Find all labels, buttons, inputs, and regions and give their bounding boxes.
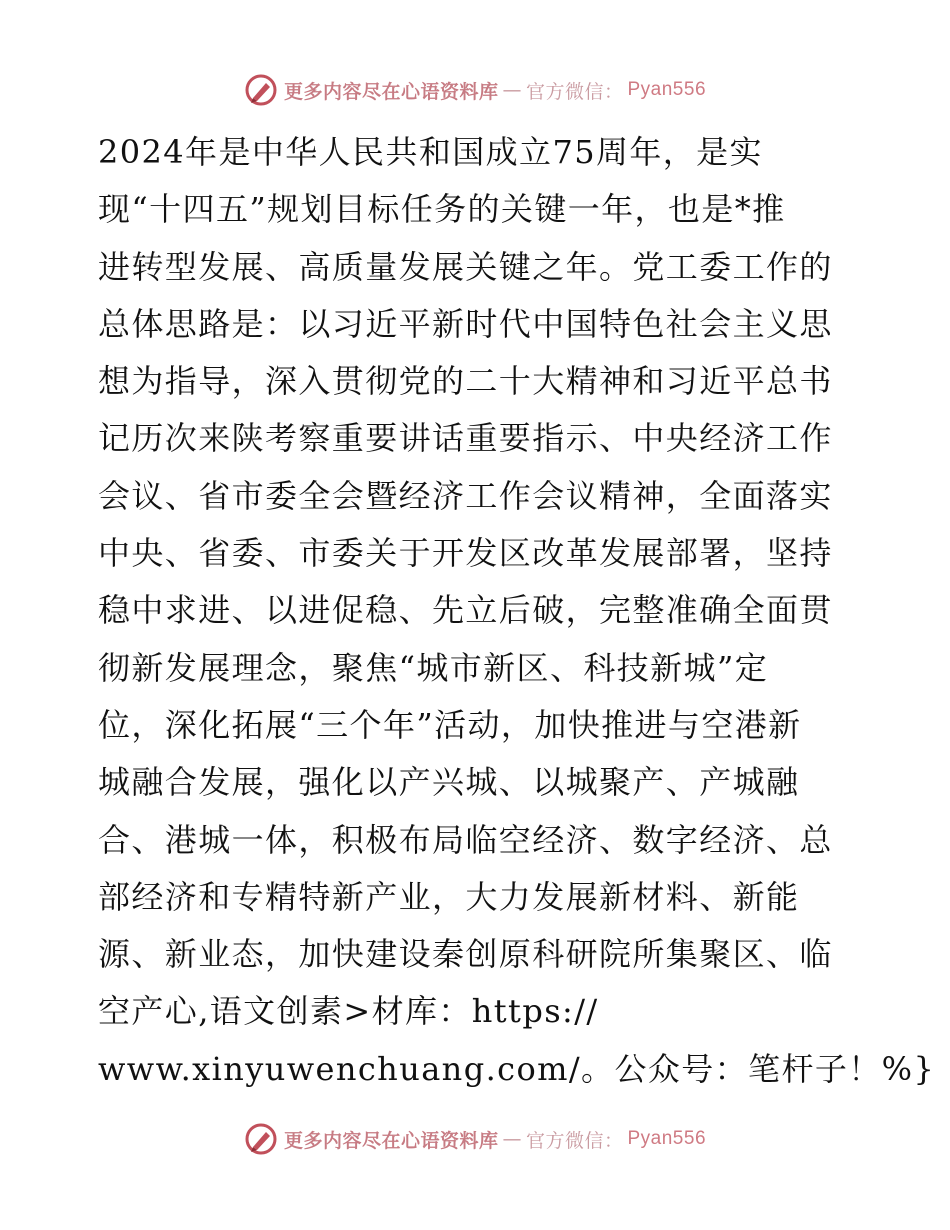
paragraph-line-10: 彻新发展理念，聚焦“城市新区、科技新城”定: [98, 648, 769, 687]
watermark-wechat-id: Pyan556: [627, 1128, 707, 1149]
footer-watermark: [0, 1119, 950, 1159]
paragraph-line-3: 进转型发展、高质量发展关键之年。党工委工作的: [98, 247, 833, 286]
body-paragraph: [98, 124, 936, 1098]
watermark-wechat-label: 官方微信：: [525, 80, 624, 103]
paragraph-line-12: 城融合发展，强化以产兴城、以城聚产、产城融: [98, 763, 800, 802]
watermark-wechat-id: Pyan556: [627, 79, 707, 100]
paragraph-line-1: 2024年是中华人民共和国成立75周年，是实: [98, 133, 763, 171]
paragraph-line-17: www.xinyuwenchuang.com/。公众号：笔杆子！%}: [98, 1049, 936, 1088]
watermark-dash: —: [502, 1128, 522, 1150]
pen-logo-icon: [244, 73, 278, 107]
paragraph-line-6: 记历次来陕考察重要讲话重要指示、中央经济工作: [98, 419, 833, 458]
header-watermark: [0, 70, 950, 110]
watermark-wechat-label: 官方微信：: [525, 1129, 624, 1152]
paragraph-line-14: 部经济和专精特新产业，大力发展新材料、新能: [98, 877, 800, 916]
watermark-dash: —: [502, 79, 522, 101]
paragraph-line-4: 总体思路是：以习近平新时代中国特色社会主义思: [98, 304, 833, 343]
paragraph-line-11: 位，深化拓展“三个年”活动，加快推进与空港新: [98, 705, 802, 744]
paragraph-line-15: 源、新业态，加快建设秦创原科研院所集聚区、临: [98, 935, 833, 974]
paragraph-line-9: 稳中求进、以进促稳、先立后破，完整准确全面贯: [98, 591, 833, 630]
paragraph-line-7: 会议、省市委全会暨经济工作会议精神，全面落实: [98, 476, 833, 515]
paragraph-line-2: 现“十四五”规划目标任务的关键一年，也是*推: [98, 190, 786, 229]
pen-logo-icon: [244, 1122, 278, 1156]
paragraph-line-13: 合、港城一体，积极布局临空经济、数字经济、总: [98, 820, 833, 859]
watermark-main-text: 更多内容尽在心语资料库: [283, 80, 499, 103]
paragraph-line-8: 中央、省委、市委关于开发区改革发展部署，坚持: [98, 534, 833, 573]
watermark-main-text: 更多内容尽在心语资料库: [283, 1129, 499, 1152]
paragraph-line-16: 空产心,语文创素>材库：https://: [98, 992, 599, 1031]
paragraph-line-5: 想为指导，深入贯彻党的二十大精神和习近平总书: [98, 362, 833, 401]
